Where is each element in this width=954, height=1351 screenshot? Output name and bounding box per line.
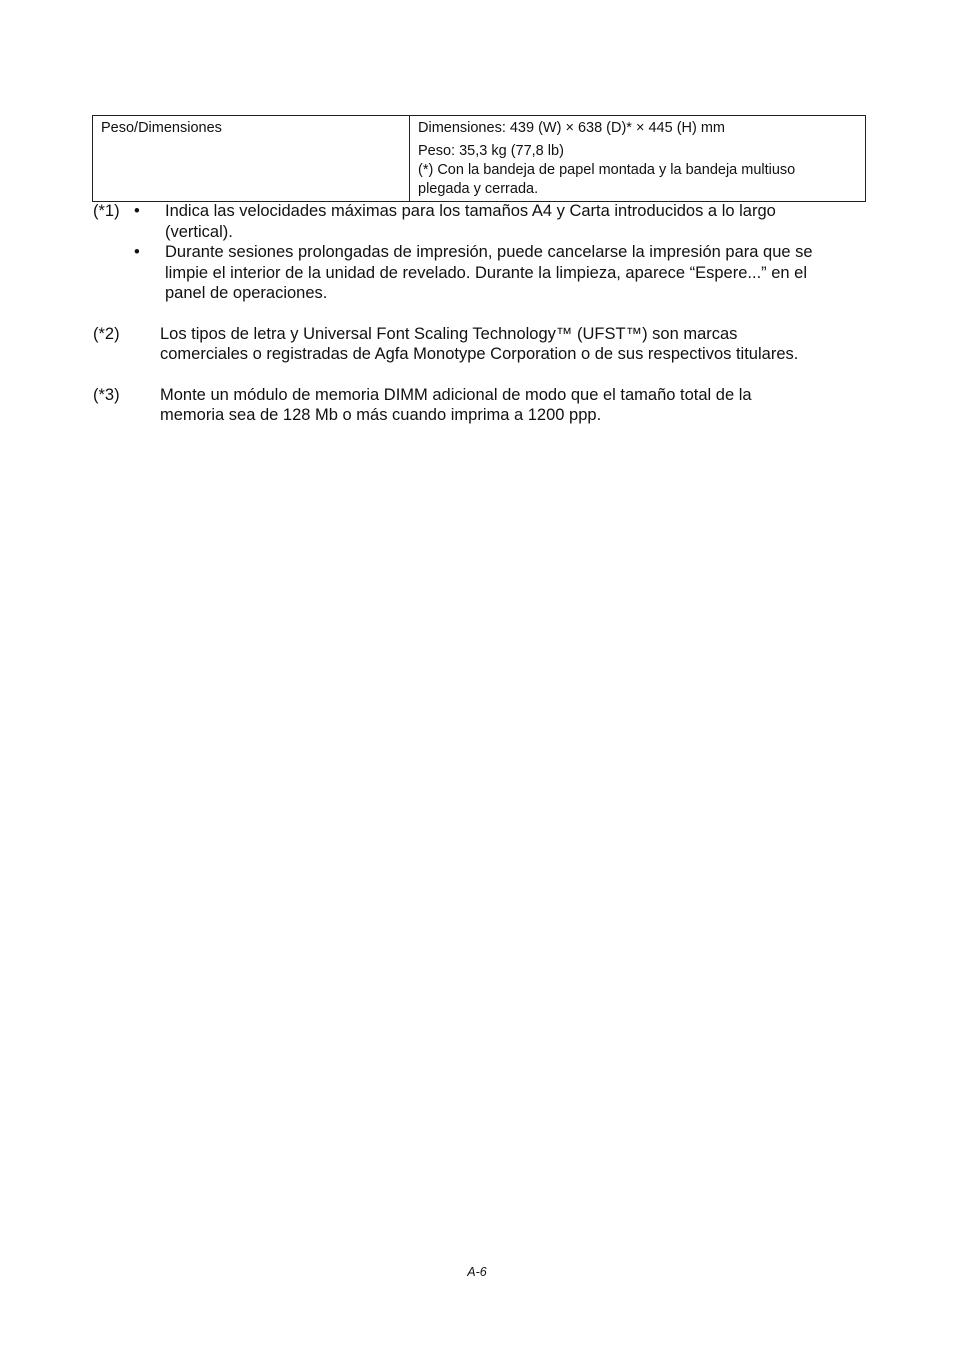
spec-label-cell: [93, 116, 410, 202]
spec-label: Peso/Dimensiones: [101, 120, 222, 136]
spec-table: [92, 115, 866, 202]
note-2-line-1: Los tipos de letra y Universal Font Scaling Technology™ (UFST™) son marcas: [160, 324, 738, 343]
note-2-line-2: comerciales o registradas de Agfa Monotype Corporation o de sus respectivos titulares.: [160, 345, 799, 363]
spec-value-cell: [410, 116, 866, 202]
note-2-marker: (*2): [93, 324, 120, 343]
note-1: [92, 201, 872, 242]
note-1-marker: (*1): [93, 202, 120, 220]
note-1-bullet-2-line-3: panel de operaciones.: [165, 284, 328, 302]
note-1-bullet-1-line-2: (vertical).: [165, 222, 233, 241]
note-1-bullet-2-line-2: limpie el interior de la unidad de revelado. Durante la limpieza, aparece “Espere...” en el: [165, 263, 808, 282]
table-row: [93, 116, 866, 202]
note-3-line-2: memoria sea de 128 Mb o más cuando imprima a 1200 ppp.: [160, 406, 602, 424]
bullet-icon: •: [134, 243, 140, 261]
note-1-bullet-2-line-1: Durante sesiones prolongadas de impresión, puede cancelarse la impresión para que se: [165, 243, 813, 261]
bullet-icon: •: [134, 202, 140, 220]
page-number: A-6: [467, 1265, 487, 1279]
note-3-marker: (*3): [93, 385, 120, 404]
note-2: [92, 324, 872, 365]
note-3: [92, 385, 872, 426]
notes-section: [92, 201, 872, 426]
note-3-line-1: Monte un módulo de memoria DIMM adicional de modo que el tamaño total de la: [160, 385, 752, 404]
footnote-line-2: plegada y cerrada.: [418, 181, 539, 197]
dimensions-value: Dimensiones: 439 (W) × 638 (D)* × 445 (H) mm: [418, 120, 726, 136]
footnote-line-1: (*) Con la bandeja de papel montada y la bandeja multiuso: [418, 162, 796, 178]
note-1-bullet-1-line-1: Indica las velocidades máximas para los tamaños A4 y Carta introducidos a lo largo: [165, 202, 776, 220]
weight-value: Peso: 35,3 kg (77,8 lb): [418, 143, 564, 159]
note-1-bullet-2: [92, 242, 872, 304]
